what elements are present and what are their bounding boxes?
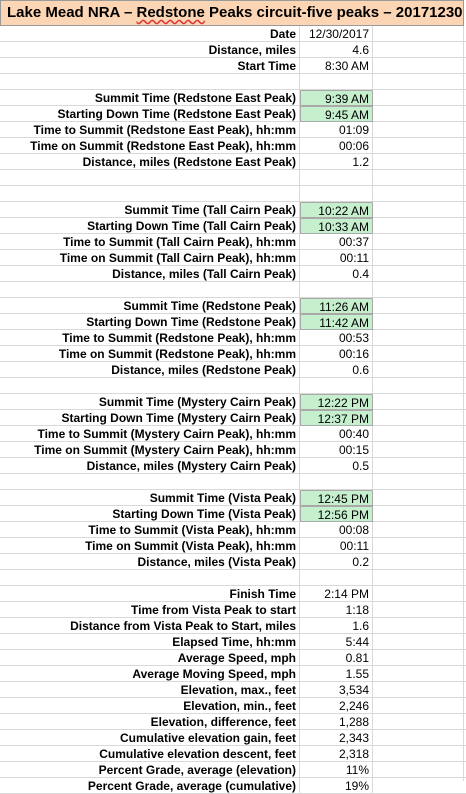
row-label-cell[interactable]: Distance from Vista Peak to Start, miles	[0, 618, 300, 634]
row-label-cell[interactable]: Elevation, max., feet	[0, 682, 300, 698]
table-row	[0, 570, 466, 586]
row-label-cell[interactable]: Starting Down Time (Redstone Peak)	[0, 314, 300, 330]
row-label-cell[interactable]: Time on Summit (Redstone East Peak), hh:mm	[0, 138, 300, 154]
row-value-cell[interactable]: 9:45 AM	[300, 106, 373, 122]
row-value-cell[interactable]: 1.6	[300, 618, 373, 634]
row-label-cell[interactable]: Elevation, difference, feet	[0, 714, 300, 730]
row-label-cell[interactable]: Start Time	[0, 58, 300, 74]
row-label-cell[interactable]: Time on Summit (Mystery Cairn Peak), hh:mm	[0, 442, 300, 458]
row-label-cell[interactable]: Finish Time	[0, 586, 300, 602]
row-label-cell[interactable]: Date	[0, 26, 300, 42]
row-value-cell[interactable]: 2,343	[300, 730, 373, 746]
row-label-cell[interactable]: Cumulative elevation gain, feet	[0, 730, 300, 746]
row-value-cell[interactable]	[300, 570, 373, 586]
row-label-cell[interactable]: Summit Time (Vista Peak)	[0, 490, 300, 506]
row-value-cell[interactable]: 00:37	[300, 234, 373, 250]
table-row	[0, 42, 466, 58]
row-label-cell[interactable]: Starting Down Time (Vista Peak)	[0, 506, 300, 522]
table-row	[0, 650, 466, 666]
row-label-cell[interactable]: Summit Time (Mystery Cairn Peak)	[0, 394, 300, 410]
table-row	[0, 538, 466, 554]
table-row	[0, 506, 466, 522]
row-label-cell[interactable]: Cumulative elevation descent, feet	[0, 746, 300, 762]
row-value-cell[interactable]: 10:33 AM	[300, 218, 373, 234]
table-row	[0, 314, 466, 330]
table-row	[0, 266, 466, 282]
row-label-cell[interactable]	[0, 570, 300, 586]
row-label-cell[interactable]	[0, 474, 300, 490]
row-label-cell[interactable]: Elevation, min., feet	[0, 698, 300, 714]
title-part-1: Lake Mead NRA –	[7, 4, 137, 21]
row-value-cell[interactable]: 01:09	[300, 122, 373, 138]
row-value-cell[interactable]: 5:44	[300, 634, 373, 650]
table-row	[0, 202, 466, 218]
row-value-cell[interactable]: 1,288	[300, 714, 373, 730]
row-value-cell[interactable]: 00:40	[300, 426, 373, 442]
table-row	[0, 602, 466, 618]
row-value-cell[interactable]: 1:18	[300, 602, 373, 618]
row-value-cell[interactable]: 1.2	[300, 154, 373, 170]
row-label-cell[interactable]: Distance, miles (Redstone East Peak)	[0, 154, 300, 170]
table-row	[0, 682, 466, 698]
table-row	[0, 378, 466, 394]
row-value-cell[interactable]: 0.4	[300, 266, 373, 282]
table-row	[0, 442, 466, 458]
table-row	[0, 170, 466, 186]
table-row	[0, 26, 466, 42]
table-row	[0, 74, 466, 90]
row-label-cell[interactable]	[0, 378, 300, 394]
row-label-cell[interactable]: Time on Summit (Vista Peak), hh:mm	[0, 538, 300, 554]
table-row	[0, 250, 466, 266]
row-label-cell[interactable]: Distance, miles (Mystery Cairn Peak)	[0, 458, 300, 474]
row-value-cell[interactable]: 3,534	[300, 682, 373, 698]
table-row	[0, 218, 466, 234]
table-row	[0, 522, 466, 538]
row-label-cell[interactable]: Time on Summit (Redstone Peak), hh:mm	[0, 346, 300, 362]
row-value-cell[interactable]: 9:39 AM	[300, 90, 373, 106]
row-label-cell[interactable]: Summit Time (Redstone East Peak)	[0, 90, 300, 106]
table-row	[0, 394, 466, 410]
row-value-cell[interactable]: 0.6	[300, 362, 373, 378]
row-label-cell[interactable]: Time to Summit (Tall Cairn Peak), hh:mm	[0, 234, 300, 250]
row-value-cell[interactable]: 0.2	[300, 554, 373, 570]
table-row	[0, 362, 466, 378]
table-row	[0, 730, 466, 746]
row-label-cell[interactable]: Starting Down Time (Tall Cairn Peak)	[0, 218, 300, 234]
table-row	[0, 234, 466, 250]
table-row	[0, 762, 466, 778]
sheet-title[interactable]	[0, 0, 464, 26]
row-label-cell[interactable]: Summit Time (Redstone Peak)	[0, 298, 300, 314]
row-label-cell[interactable]	[0, 186, 300, 202]
row-value-cell[interactable]	[300, 186, 373, 202]
table-row	[0, 554, 466, 570]
row-label-cell[interactable]: Starting Down Time (Mystery Cairn Peak)	[0, 410, 300, 426]
row-value-cell[interactable]: 10:22 AM	[300, 202, 373, 218]
table-row	[0, 490, 466, 506]
row-label-cell[interactable]: Summit Time (Tall Cairn Peak)	[0, 202, 300, 218]
row-label-cell[interactable]: Distance, miles (Tall Cairn Peak)	[0, 266, 300, 282]
row-value-cell[interactable]: 00:15	[300, 442, 373, 458]
row-value-cell[interactable]	[300, 74, 373, 90]
row-value-cell[interactable]: 12:45 PM	[300, 490, 373, 506]
row-label-cell[interactable]: Distance, miles (Redstone Peak)	[0, 362, 300, 378]
row-value-cell[interactable]: 8:30 AM	[300, 58, 373, 74]
row-value-cell[interactable]: 1.55	[300, 666, 373, 682]
data-rows	[0, 26, 466, 794]
row-value-cell[interactable]: 00:08	[300, 522, 373, 538]
table-row	[0, 714, 466, 730]
table-row	[0, 778, 466, 794]
row-label-cell[interactable]: Elapsed Time, hh:mm	[0, 634, 300, 650]
table-row	[0, 58, 466, 74]
title-part-2: Redstone	[136, 4, 205, 21]
row-value-cell[interactable]: 00:11	[300, 538, 373, 554]
row-value-cell[interactable]: 11:26 AM	[300, 298, 373, 314]
table-row	[0, 458, 466, 474]
table-row	[0, 634, 466, 650]
row-label-cell[interactable]: Time from Vista Peak to start	[0, 602, 300, 618]
row-label-cell[interactable]	[0, 74, 300, 90]
row-label-cell[interactable]: Time to Summit (Redstone Peak), hh:mm	[0, 330, 300, 346]
row-label-cell[interactable]: Average Speed, mph	[0, 650, 300, 666]
row-value-cell[interactable]	[300, 170, 373, 186]
table-row	[0, 122, 466, 138]
table-row	[0, 154, 466, 170]
table-row	[0, 330, 466, 346]
row-value-cell[interactable]: 12/30/2017	[300, 26, 373, 42]
row-label-cell[interactable]: Distance, miles (Vista Peak)	[0, 554, 300, 570]
table-row	[0, 426, 466, 442]
row-value-cell[interactable]: 12:37 PM	[300, 410, 373, 426]
row-value-cell[interactable]: 19%	[300, 778, 373, 794]
table-row	[0, 106, 466, 122]
row-value-cell[interactable]: 00:06	[300, 138, 373, 154]
row-value-cell[interactable]: 2:14 PM	[300, 586, 373, 602]
row-label-cell[interactable]: Distance, miles	[0, 42, 300, 58]
row-label-cell[interactable]: Time to Summit (Redstone East Peak), hh:mm	[0, 122, 300, 138]
table-row	[0, 474, 466, 490]
row-value-cell[interactable]: 00:53	[300, 330, 373, 346]
table-row	[0, 410, 466, 426]
table-row	[0, 186, 466, 202]
row-label-cell[interactable]: Time on Summit (Tall Cairn Peak), hh:mm	[0, 250, 300, 266]
row-value-cell[interactable]: 12:22 PM	[300, 394, 373, 410]
table-row	[0, 138, 466, 154]
row-value-cell[interactable]: 0.5	[300, 458, 373, 474]
table-row	[0, 298, 466, 314]
row-label-cell[interactable]	[0, 170, 300, 186]
row-value-cell[interactable]: 2,318	[300, 746, 373, 762]
row-label-cell[interactable]: Starting Down Time (Redstone East Peak)	[0, 106, 300, 122]
table-row	[0, 346, 466, 362]
row-value-cell[interactable]: 11:42 AM	[300, 314, 373, 330]
row-label-cell[interactable]: Time to Summit (Mystery Cairn Peak), hh:mm	[0, 426, 300, 442]
row-value-cell[interactable]: 2,246	[300, 698, 373, 714]
row-value-cell[interactable]	[300, 282, 373, 298]
table-row	[0, 618, 466, 634]
row-label-cell[interactable]	[0, 282, 300, 298]
table-row	[0, 746, 466, 762]
row-value-cell[interactable]: 0.81	[300, 650, 373, 666]
row-value-cell[interactable]: 00:16	[300, 346, 373, 362]
row-label-cell[interactable]: Percent Grade, average (elevation)	[0, 762, 300, 778]
row-label-cell[interactable]: Average Moving Speed, mph	[0, 666, 300, 682]
title-part-3: Peaks circuit-five peaks – 20171230	[204, 4, 463, 21]
row-value-cell[interactable]: 12:56 PM	[300, 506, 373, 522]
row-value-cell[interactable]: 11%	[300, 762, 373, 778]
table-row	[0, 90, 466, 106]
table-row	[0, 666, 466, 682]
row-value-cell[interactable]	[300, 474, 373, 490]
table-row	[0, 586, 466, 602]
row-label-cell[interactable]: Percent Grade, average (cumulative)	[0, 778, 300, 794]
row-value-cell[interactable]: 4.6	[300, 42, 373, 58]
row-value-cell[interactable]	[300, 378, 373, 394]
table-row	[0, 698, 466, 714]
row-label-cell[interactable]: Time to Summit (Vista Peak), hh:mm	[0, 522, 300, 538]
row-value-cell[interactable]: 00:11	[300, 250, 373, 266]
table-row	[0, 282, 466, 298]
